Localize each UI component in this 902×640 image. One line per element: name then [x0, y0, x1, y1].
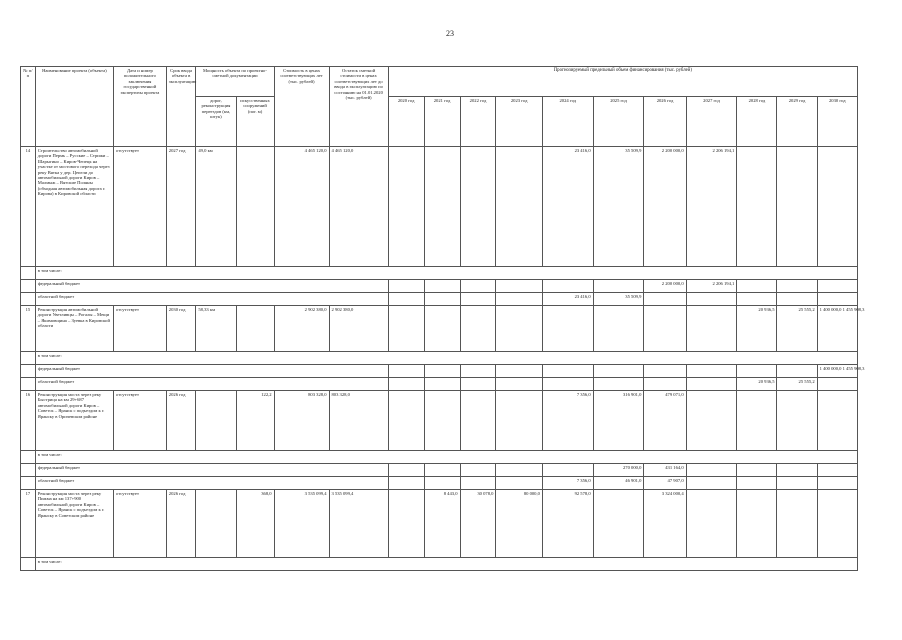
total-cell: [496, 147, 542, 267]
total-cell: [542, 306, 593, 352]
federal-cell: [777, 280, 817, 293]
project-cost: 3 535 099,4: [274, 490, 329, 558]
federal-cell: [737, 464, 777, 477]
federal-cell: [460, 464, 496, 477]
total-cell: 25 555,2: [777, 306, 817, 352]
total-cell: [777, 391, 817, 451]
total-cell: 80 000,0: [496, 490, 542, 558]
regional-cell: 23 416,0: [542, 293, 593, 306]
project-cost: 4 465 120,0: [274, 147, 329, 267]
federal-cell: [496, 464, 542, 477]
in-that-label: в том числе:: [35, 451, 857, 464]
regional-row: [21, 477, 858, 490]
total-cell: [737, 391, 777, 451]
total-cell: [388, 391, 424, 451]
regional-cell: [817, 293, 857, 306]
col-forecast-header: Прогнозируемый предельный объем финансирования (тыс. рублей): [388, 67, 857, 97]
col-structures-header: искусственных сооружений (пог. м): [236, 97, 274, 147]
regional-cell: 25 555,2: [777, 378, 817, 391]
total-cell: [424, 147, 460, 267]
col-cost-header: Стоимость в ценах соответствующих лет (тыс. рублей): [274, 67, 329, 147]
project-num: 14: [21, 147, 36, 267]
regional-cell: [686, 293, 737, 306]
federal-cell: 2 200 000,0: [644, 280, 686, 293]
total-cell: [388, 147, 424, 267]
col-num-header: № п/п: [21, 67, 36, 147]
federal-cell: [644, 365, 686, 378]
regional-cell: [460, 477, 496, 490]
project-roads: [196, 391, 236, 451]
federal-cell: [496, 365, 542, 378]
project-row: [21, 147, 858, 267]
regional-row: [21, 293, 858, 306]
federal-cell: [686, 464, 737, 477]
federal-cell: [460, 280, 496, 293]
year-header: 2028 год: [737, 97, 777, 147]
regional-label: областной бюджет: [35, 378, 388, 391]
total-cell: [424, 391, 460, 451]
financing-table: [20, 66, 865, 571]
in-that-row: [21, 558, 858, 571]
regional-cell: [388, 378, 424, 391]
project-roads: 58,33 км: [196, 306, 236, 352]
federal-row: [21, 365, 858, 378]
regional-cell: [737, 477, 777, 490]
regional-cell: [777, 293, 817, 306]
page-number: 23: [446, 29, 454, 38]
project-row: [21, 391, 858, 451]
year-header: 2024 год: [542, 97, 593, 147]
total-cell: 7 356,0: [542, 391, 593, 451]
total-cell: [388, 306, 424, 352]
total-cell: [777, 147, 817, 267]
total-cell: 479 071,0: [644, 391, 686, 451]
regional-cell: [460, 378, 496, 391]
regional-cell: [686, 477, 737, 490]
federal-cell: [817, 464, 857, 477]
federal-cell: [388, 464, 424, 477]
total-cell: [496, 391, 542, 451]
federal-cell: [593, 365, 644, 378]
regional-label: областной бюджет: [35, 293, 388, 306]
total-cell: 316 901,0: [593, 391, 644, 451]
total-cell: 2 200 000,0: [644, 147, 686, 267]
total-cell: [817, 147, 857, 267]
regional-cell: [777, 477, 817, 490]
federal-cell: 2 206 194,1: [686, 280, 737, 293]
total-cell: [388, 490, 424, 558]
total-cell: [686, 391, 737, 451]
federal-label: федеральный бюджет: [35, 464, 388, 477]
project-deadline: 2026 год: [166, 391, 196, 451]
year-header: 2029 год: [777, 97, 817, 147]
federal-cell: [424, 464, 460, 477]
year-header: 2025 год: [593, 97, 644, 147]
federal-row: [21, 464, 858, 477]
project-remainder: 4 465 120,0: [329, 147, 388, 267]
project-expertise: отсутствует: [113, 147, 166, 267]
total-cell: [686, 490, 737, 558]
project-roads: [196, 490, 236, 558]
year-header: 2020 год: [388, 97, 424, 147]
project-deadline: 2026 год: [166, 490, 196, 558]
project-remainder: 2 902 380,0: [329, 306, 388, 352]
federal-cell: [424, 280, 460, 293]
regional-cell: [542, 378, 593, 391]
regional-cell: 7 356,0: [542, 477, 593, 490]
year-header: 2023 год: [496, 97, 542, 147]
total-cell: 30 078,0: [460, 490, 496, 558]
project-name: Строительство автомобильной дороги Пермь – Русские – Стрижи – Шарыгино – Киров-Чепецк на участке от мостового перехода через реку Вятка у дер. Цепели до автомобильной дороги Киров – Малмыж – Вятские Поляны (обходная автомобильная дорога г. Кирова) в Кировской области: [35, 147, 113, 267]
regional-cell: [817, 378, 857, 391]
regional-cell: [424, 293, 460, 306]
total-cell: 20 936,5: [737, 306, 777, 352]
federal-cell: [542, 280, 593, 293]
total-cell: [817, 490, 857, 558]
header-row-1: [21, 67, 858, 97]
project-structures: [236, 306, 274, 352]
federal-cell: [686, 365, 737, 378]
project-num: 16: [21, 391, 36, 451]
federal-cell: [542, 365, 593, 378]
project-structures: 122,2: [236, 391, 274, 451]
total-cell: [593, 490, 644, 558]
project-name: Реконструкция автомобильной дороги Уветливцы – Рогалы – Мещи – Якимовщина – Зуевка в Кировской области: [35, 306, 113, 352]
year-header: 2021 год: [424, 97, 460, 147]
federal-cell: [737, 365, 777, 378]
regional-cell: 47 907,0: [644, 477, 686, 490]
project-expertise: отсутствует: [113, 391, 166, 451]
total-cell: 3 324 000,4: [644, 490, 686, 558]
regional-label: областной бюджет: [35, 477, 388, 490]
project-expertise: отсутствует: [113, 490, 166, 558]
total-cell: [460, 391, 496, 451]
regional-cell: [644, 378, 686, 391]
federal-cell: [388, 280, 424, 293]
total-cell: [593, 306, 644, 352]
regional-cell: 46 901,0: [593, 477, 644, 490]
in-that-label: в том числе:: [35, 352, 857, 365]
regional-cell: [686, 378, 737, 391]
total-cell: [737, 147, 777, 267]
regional-cell: [496, 477, 542, 490]
project-deadline: 2030 год: [166, 306, 196, 352]
total-cell: [424, 306, 460, 352]
federal-cell: [496, 280, 542, 293]
regional-cell: [424, 378, 460, 391]
in-that-row: [21, 451, 858, 464]
project-deadline: 2027 год: [166, 147, 196, 267]
federal-cell: [460, 365, 496, 378]
total-cell: [460, 306, 496, 352]
col-name-header: Наименование проекта (объекта): [35, 67, 113, 147]
federal-cell: [593, 280, 644, 293]
total-cell: [496, 306, 542, 352]
regional-cell: [644, 293, 686, 306]
total-cell: 2 206 194,1: [686, 147, 737, 267]
federal-cell: [737, 280, 777, 293]
regional-cell: [496, 378, 542, 391]
project-num: 17: [21, 490, 36, 558]
total-cell: [644, 306, 686, 352]
in-that-label: в том числе:: [35, 558, 857, 571]
project-cost: 2 902 380,0: [274, 306, 329, 352]
total-cell: [737, 490, 777, 558]
col-capacity-header: Мощность объекта по проектно-сметной документации: [196, 67, 274, 97]
project-roads: 49,0 км: [196, 147, 236, 267]
total-cell: 92 578,0: [542, 490, 593, 558]
total-cell: [460, 147, 496, 267]
federal-cell: [542, 464, 593, 477]
federal-label: федеральный бюджет: [35, 365, 388, 378]
project-remainder: 803 328,0: [329, 391, 388, 451]
project-expertise: отсутствует: [113, 306, 166, 352]
federal-cell: 270 000,0: [593, 464, 644, 477]
total-cell: 23 416,0: [542, 147, 593, 267]
project-structures: [236, 147, 274, 267]
project-row: [21, 306, 858, 352]
total-cell: [817, 391, 857, 451]
federal-cell: [817, 280, 857, 293]
regional-cell: 20 936,5: [737, 378, 777, 391]
regional-row: [21, 378, 858, 391]
federal-cell: 1 400 000,0 1 455 908,3: [817, 365, 857, 378]
total-cell: 8 443,0: [424, 490, 460, 558]
federal-cell: [777, 365, 817, 378]
federal-cell: [388, 365, 424, 378]
project-name: Реконструкция моста через реку Быстрица на км 29+687 автомобильной дороги Киров – Советск – Яранск с подъездом к г. Яранску в Оричевском районе: [35, 391, 113, 451]
regional-cell: [496, 293, 542, 306]
total-cell: [777, 490, 817, 558]
federal-label: федеральный бюджет: [35, 280, 388, 293]
total-cell: 1 400 000,0 1 455 908,3: [817, 306, 857, 352]
regional-cell: [424, 477, 460, 490]
col-remainder-header: Остаток сметной стоимости в ценах соответствующих лет до ввода в эксплуатацию по состоянию на 01.01.2020 (тыс. рублей): [329, 67, 388, 147]
total-cell: [686, 306, 737, 352]
project-row: [21, 490, 858, 558]
project-structures: 368,0: [236, 490, 274, 558]
in-that-row: [21, 267, 858, 280]
year-header: 2026 год: [644, 97, 686, 147]
federal-cell: 431 164,0: [644, 464, 686, 477]
project-num: 15: [21, 306, 36, 352]
project-cost: 803 328,0: [274, 391, 329, 451]
project-remainder: 3 535 099,4: [329, 490, 388, 558]
regional-cell: [817, 477, 857, 490]
regional-cell: [460, 293, 496, 306]
col-expertise-header: Дата и номер положительного заключения государственной экспертизы проекта: [113, 67, 166, 147]
col-deadline-header: Срок ввода объекта в эксплуатацию: [166, 67, 196, 147]
regional-cell: 35 509,9: [593, 293, 644, 306]
col-roads-header: дорог, реконструкция переездов (км, штук): [196, 97, 236, 147]
federal-cell: [777, 464, 817, 477]
in-that-row: [21, 352, 858, 365]
project-name: Реконструкция моста через реку Пижма на км 137+900 автомобильной дороги Киров – Советск – Яранск с подъездом к г. Яранску в Советском районе: [35, 490, 113, 558]
in-that-label: в том числе:: [35, 267, 857, 280]
year-header: 2027 год: [686, 97, 737, 147]
regional-cell: [593, 378, 644, 391]
total-cell: 35 509,9: [593, 147, 644, 267]
regional-cell: [388, 477, 424, 490]
federal-cell: [424, 365, 460, 378]
regional-cell: [388, 293, 424, 306]
year-header: 2022 год: [460, 97, 496, 147]
year-header: 2030 год: [817, 97, 857, 147]
regional-cell: [737, 293, 777, 306]
federal-row: [21, 280, 858, 293]
